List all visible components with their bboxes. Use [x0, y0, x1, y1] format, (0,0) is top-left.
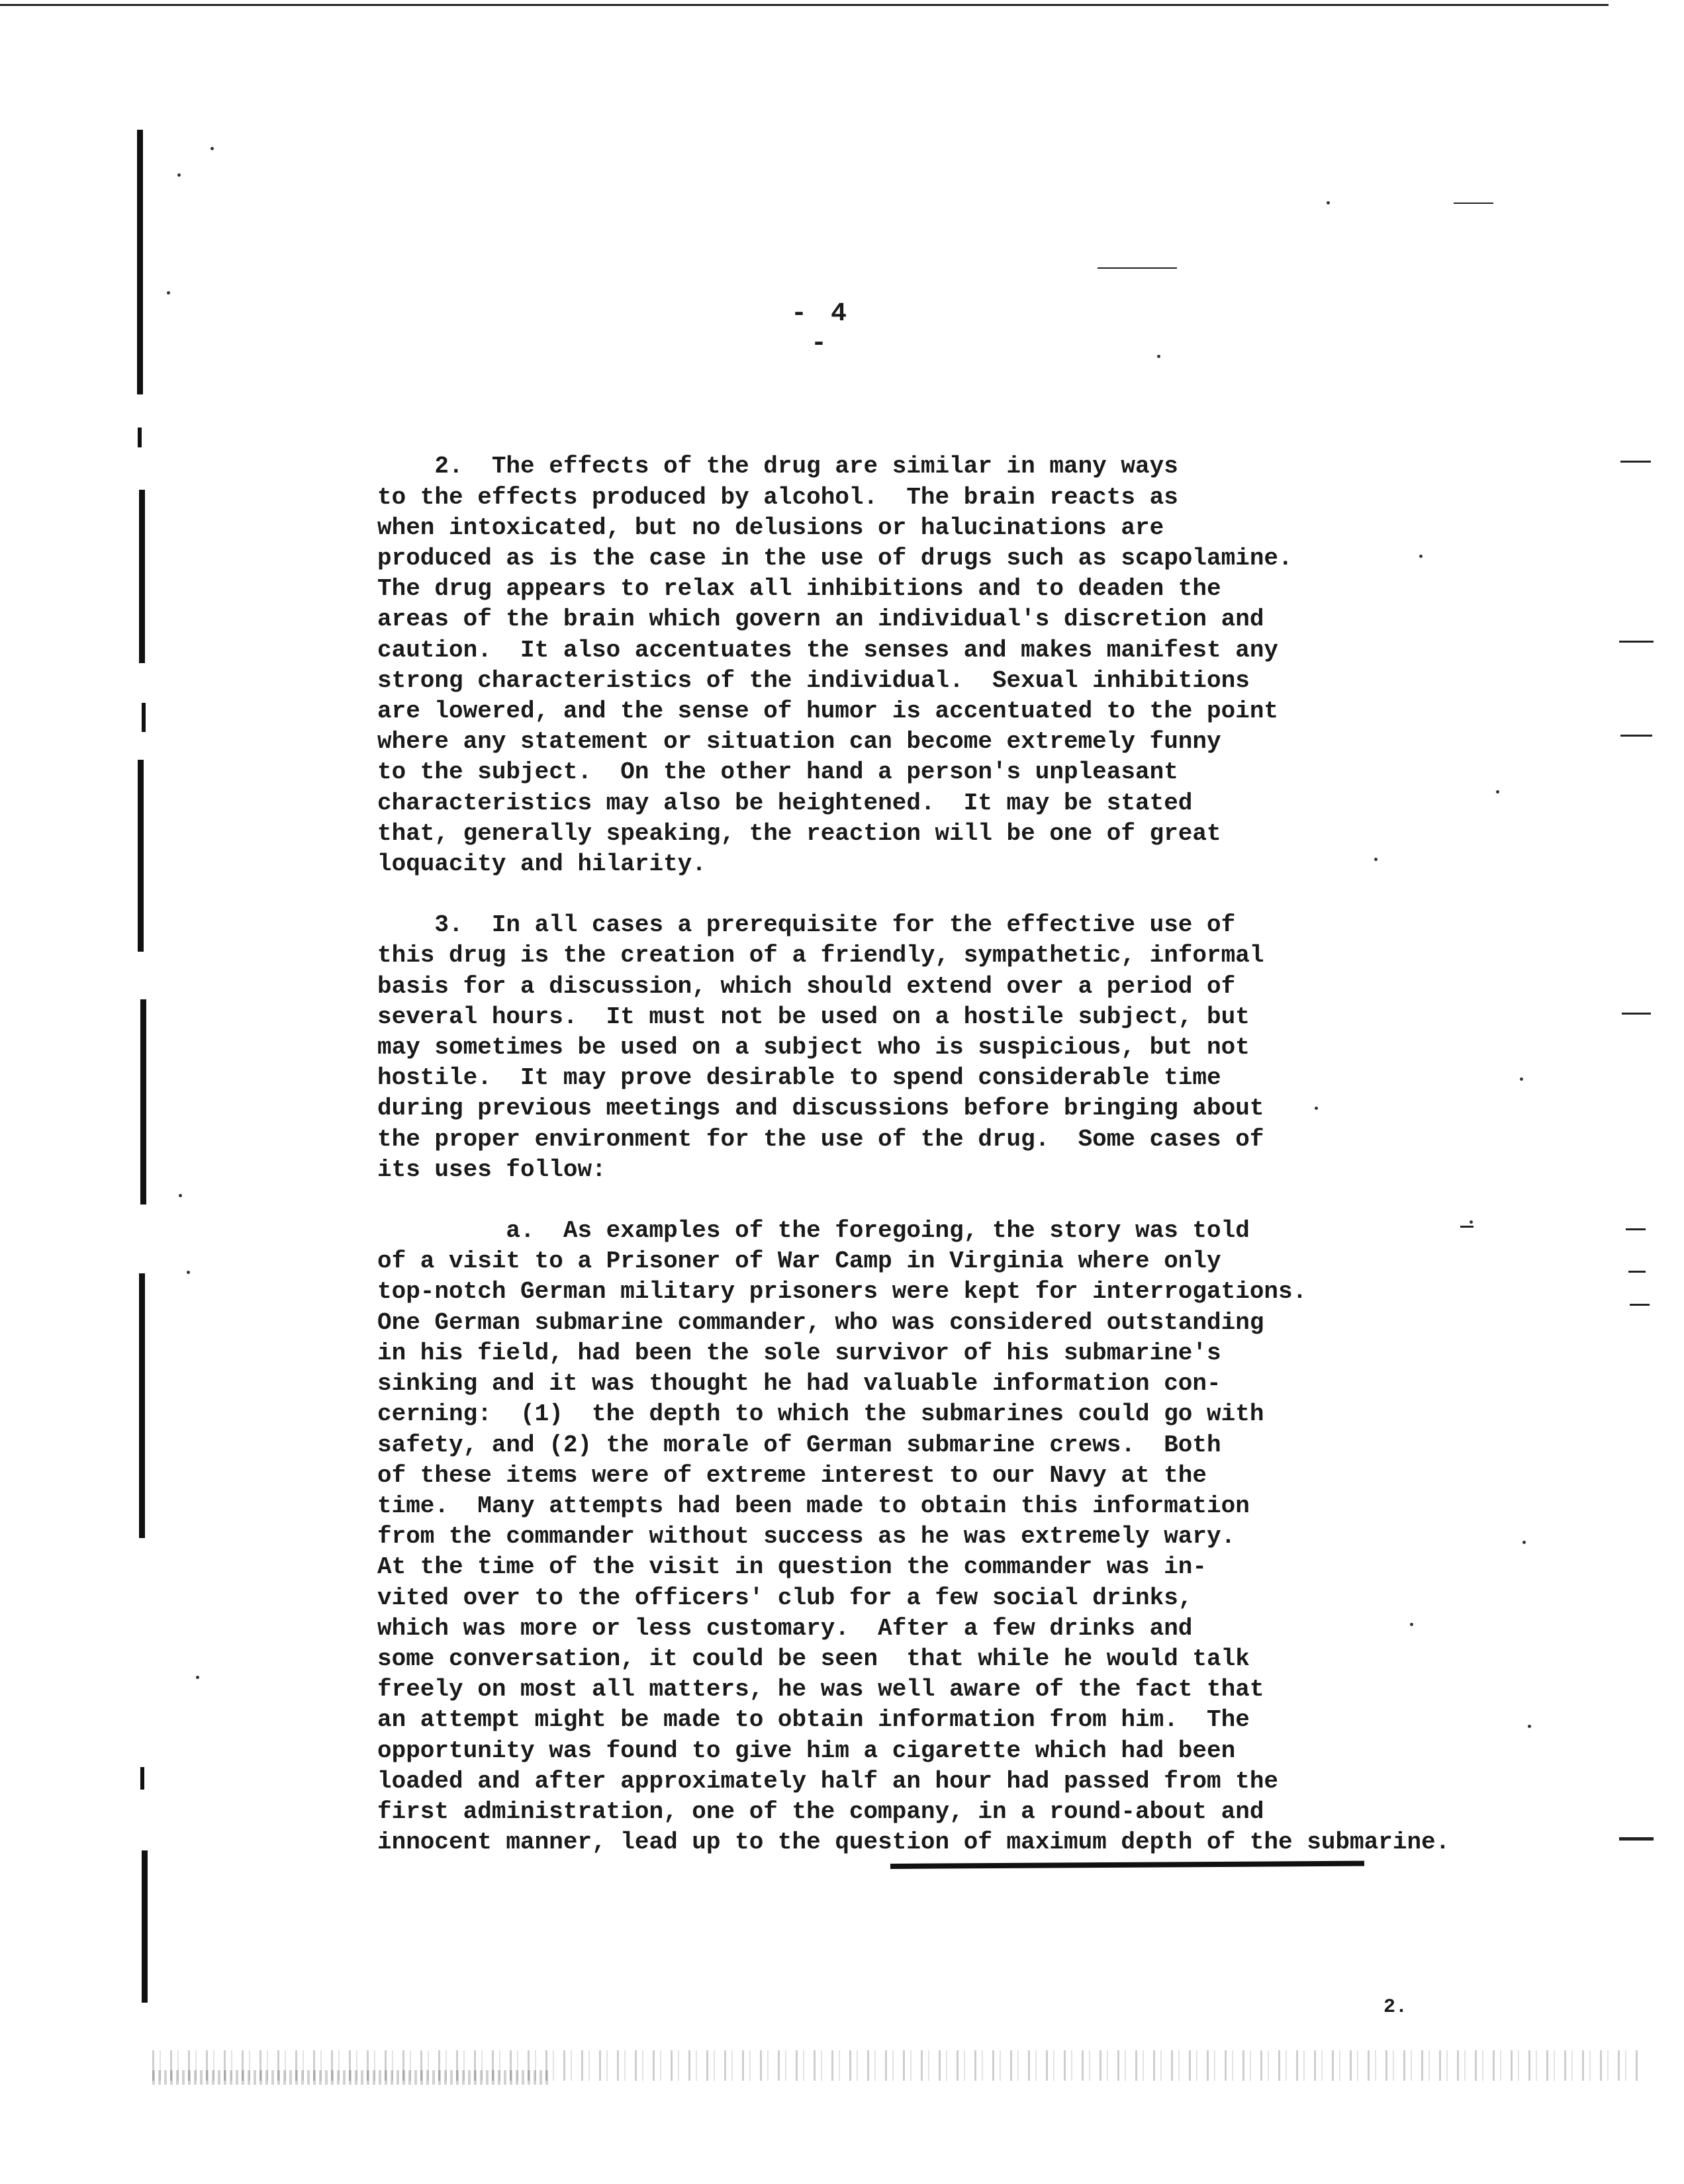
text-line: freely on most all matters, he was well aware of the fact that	[377, 1676, 1264, 1704]
scan-noise-band	[152, 2070, 549, 2085]
text-line: hostile. It may prove desirable to spend considerable time	[377, 1064, 1221, 1092]
text-line: characteristics may also be heightened. It may be stated	[377, 789, 1193, 817]
scan-speck	[187, 1271, 190, 1274]
right-margin-dash	[1098, 267, 1177, 269]
scan-speck	[177, 173, 181, 177]
left-margin-bar	[137, 130, 143, 394]
text-line: sinking and it was thought he had valuable information con-	[377, 1370, 1221, 1398]
right-margin-dash	[1620, 735, 1652, 737]
text-line: produced as is the case in the use of drugs such as scapolamine.	[377, 545, 1293, 572]
text-line: during previous meetings and discussions before bringing about	[377, 1095, 1264, 1122]
text-line: the proper environment for the use of the drug. Some cases of	[377, 1125, 1264, 1153]
text-line: which was more or less customary. After a few drinks and	[377, 1614, 1193, 1642]
text-line: One German submarine commander, who was considered outstanding	[377, 1308, 1264, 1336]
scan-speck	[167, 291, 170, 295]
text-line: this drug is the creation of a friendly, sympathetic, informal	[377, 942, 1264, 970]
scan-speck	[179, 1194, 182, 1197]
text-line: top-notch German military prisoners were kept for interrogations.	[377, 1278, 1307, 1306]
left-margin-bar	[140, 1767, 144, 1790]
text-line: where any statement or situation can become extremely funny	[377, 728, 1221, 756]
text-line: The drug appears to relax all inhibitions and to deaden the	[377, 575, 1221, 603]
text-line: of a visit to a Prisoner of War Camp in Virginia where only	[377, 1248, 1221, 1275]
scan-speck	[196, 1676, 199, 1679]
text-line: in his field, had been the sole survivor of his submarine's	[377, 1339, 1221, 1367]
top-scan-rule	[0, 4, 1609, 6]
paragraph-2	[377, 451, 1542, 880]
text-line: safety, and (2) the morale of German submarine crews. Both	[377, 1431, 1221, 1459]
right-margin-dash	[1454, 203, 1493, 204]
text-line: when intoxicated, but no delusions or halucinations are	[377, 514, 1164, 541]
text-line: caution. It also accentuates the senses and makes manifest any	[377, 636, 1279, 664]
text-line: its uses follow:	[377, 1156, 606, 1183]
text-line: innocent manner, lead up to the question of maximum depth of the submarine.	[377, 1829, 1450, 1856]
text-line: vited over to the officers' club for a few social drinks,	[377, 1584, 1193, 1612]
scan-speck	[1157, 355, 1160, 358]
right-margin-dash	[1622, 1013, 1651, 1015]
text-line: basis for a discussion, which should extend over a period of	[377, 972, 1236, 1000]
scan-speck	[210, 147, 214, 150]
left-margin-bar	[138, 428, 142, 447]
text-line: an attempt might be made to obtain information from him. The	[377, 1706, 1250, 1734]
text-line: several hours. It must not be used on a hostile subject, but	[377, 1003, 1250, 1030]
right-margin-dash	[1619, 641, 1654, 643]
left-margin-bar	[142, 703, 146, 732]
text-line: first administration, one of the company, in a round-about and	[377, 1797, 1264, 1825]
scan-speck	[1327, 201, 1330, 205]
right-margin-dash	[1619, 1837, 1654, 1841]
text-line: may sometimes be used on a subject who is suspicious, but not	[377, 1034, 1250, 1062]
left-margin-bar	[139, 1273, 145, 1538]
text-line: At the time of the visit in question the commander was in-	[377, 1553, 1207, 1581]
right-margin-dash	[1626, 1228, 1646, 1230]
left-margin-bar	[140, 999, 146, 1205]
text-line: opportunity was found to give him a cigarette which had been	[377, 1737, 1236, 1764]
text-line: 3. In all cases a prerequisite for the effective use of	[377, 911, 1236, 939]
text-line: 2. The effects of the drug are similar in many ways	[377, 453, 1178, 480]
page-number: - 4 -	[790, 299, 851, 359]
text-line: a. As examples of the foregoing, the story was told	[377, 1217, 1250, 1245]
paragraph-3	[377, 910, 1542, 1185]
text-line: of these items were of extreme interest to our Navy at the	[377, 1461, 1207, 1489]
bottom-mark: 2.	[1383, 1996, 1408, 2019]
text-line: loaded and after approximately half an hour had passed from the	[377, 1767, 1279, 1795]
text-line: areas of the brain which govern an individual's discretion and	[377, 606, 1264, 633]
right-margin-dash	[1628, 1271, 1646, 1273]
body-text	[377, 390, 1542, 1919]
text-line: that, generally speaking, the reaction will be one of great	[377, 819, 1221, 847]
right-margin-dash	[1620, 461, 1651, 463]
left-margin-bar	[139, 490, 145, 663]
text-line: cerning: (1) the depth to which the submarines could go with	[377, 1400, 1264, 1428]
paragraph-3a	[377, 1216, 1542, 1858]
left-margin-bar	[138, 760, 144, 952]
text-line: from the commander without success as he was extremely wary.	[377, 1523, 1236, 1551]
text-line: loquacity and hilarity.	[377, 850, 706, 878]
text-line: are lowered, and the sense of humor is accentuated to the point	[377, 698, 1279, 725]
left-margin-bar	[142, 1850, 148, 2003]
text-line: time. Many attempts had been made to obtain this information	[377, 1492, 1250, 1520]
right-margin-dash	[1630, 1304, 1650, 1306]
text-line: strong characteristics of the individual. Sexual inhibitions	[377, 666, 1250, 694]
text-line: to the effects produced by alcohol. The brain reacts as	[377, 483, 1178, 511]
text-line: some conversation, it could be seen that while he would talk	[377, 1645, 1250, 1672]
text-line: to the subject. On the other hand a person's unpleasant	[377, 758, 1178, 786]
